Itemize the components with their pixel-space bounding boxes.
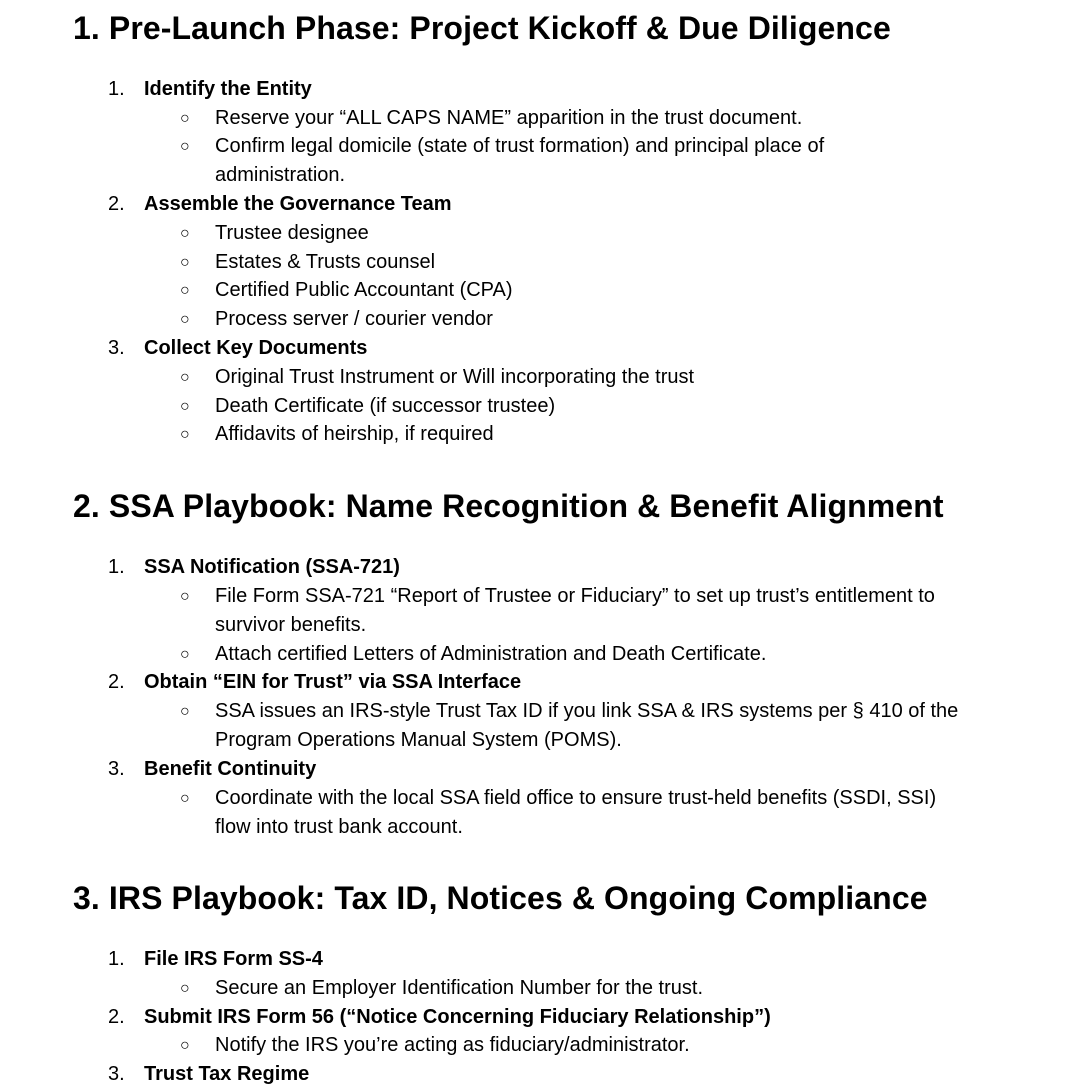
hollow-circle-bullet-icon: ○: [180, 369, 190, 386]
item-number: 3.: [108, 1063, 125, 1085]
section-title: 1. Pre-Launch Phase: Project Kickoff & Due Diligence: [73, 10, 891, 46]
sub-bullet: [180, 784, 970, 842]
bullet-text: Estates & Trusts counsel: [215, 251, 436, 273]
sub-bullet: [180, 305, 1010, 334]
list-item: [108, 668, 521, 697]
hollow-circle-bullet-icon: ○: [180, 588, 190, 605]
sub-bullet: [180, 132, 900, 190]
item-number: 3.: [108, 337, 125, 359]
bullet-text: Coordinate with the local SSA field office to ensure trust-held benefits (SSDI, SSI) flow into trust bank account.: [215, 787, 937, 838]
bullet-text: Death Certificate (if successor trustee): [215, 395, 556, 417]
hollow-circle-bullet-icon: ○: [180, 980, 190, 997]
bullet-text: File Form SSA-721 “Report of Trustee or Fiduciary” to set up trust’s entitlement to survivor benefits.: [215, 585, 935, 636]
item-label: Submit IRS Form 56 (“Notice Concerning Fiduciary Relationship”): [144, 1006, 771, 1028]
bullet-text: Attach certified Letters of Administration and Death Certificate.: [215, 643, 767, 665]
item-number: 1.: [108, 556, 125, 578]
hollow-circle-bullet-icon: ○: [180, 282, 190, 299]
bullet-text: Reserve your “ALL CAPS NAME” apparition in the trust document.: [215, 107, 803, 129]
hollow-circle-bullet-icon: ○: [180, 138, 190, 155]
item-label: Benefit Continuity: [144, 758, 317, 780]
sub-bullet: [180, 363, 1010, 392]
hollow-circle-bullet-icon: ○: [180, 426, 190, 443]
item-number: 2.: [108, 193, 125, 215]
list-item: [108, 553, 400, 582]
list-item: [108, 945, 323, 974]
bullet-text: Notify the IRS you’re acting as fiduciary/administrator.: [215, 1034, 690, 1056]
item-label: SSA Notification (SSA-721): [144, 556, 400, 578]
item-number: 1.: [108, 948, 125, 970]
section-title: 3. IRS Playbook: Tax ID, Notices & Ongoing Compliance: [73, 880, 928, 916]
sub-bullet: [180, 276, 1010, 305]
list-item: [108, 75, 312, 104]
bullet-text: Original Trust Instrument or Will incorporating the trust: [215, 366, 695, 388]
item-label: Trust Tax Regime: [144, 1063, 310, 1085]
hollow-circle-bullet-icon: ○: [180, 225, 190, 242]
list-item: [108, 1060, 309, 1089]
bullet-text: SSA issues an IRS-style Trust Tax ID if you link SSA & IRS systems per § 410 of the Program Operations Manual System (POMS).: [215, 700, 959, 751]
bullet-text: Process server / courier vendor: [215, 308, 493, 330]
bullet-text: Confirm legal domicile (state of trust formation) and principal place of administration.: [215, 135, 825, 186]
bullet-text: Certified Public Accountant (CPA): [215, 279, 513, 301]
item-number: 2.: [108, 671, 125, 693]
list-item: [108, 334, 367, 363]
section-title: 2. SSA Playbook: Name Recognition & Benefit Alignment: [73, 488, 944, 524]
sub-bullet: [180, 248, 1010, 277]
item-label: Assemble the Governance Team: [144, 193, 452, 215]
hollow-circle-bullet-icon: ○: [180, 790, 190, 807]
hollow-circle-bullet-icon: ○: [180, 311, 190, 328]
list-item: [108, 190, 452, 219]
sub-bullet: [180, 392, 1010, 421]
sub-bullet: [180, 104, 1010, 133]
hollow-circle-bullet-icon: ○: [180, 703, 190, 720]
bullet-text: Trustee designee: [215, 222, 369, 244]
item-label: Identify the Entity: [144, 78, 312, 100]
list-item: [108, 1003, 771, 1032]
sub-bullet: [180, 582, 1010, 640]
item-label: File IRS Form SS-4: [144, 948, 323, 970]
sub-bullet: [180, 697, 1010, 755]
bullet-text: Affidavits of heirship, if required: [215, 423, 494, 445]
hollow-circle-bullet-icon: ○: [180, 254, 190, 271]
item-label: Obtain “EIN for Trust” via SSA Interface: [144, 671, 522, 693]
hollow-circle-bullet-icon: ○: [180, 646, 190, 663]
hollow-circle-bullet-icon: ○: [180, 398, 190, 415]
item-number: 3.: [108, 758, 125, 780]
sub-bullet: [180, 640, 1010, 669]
item-number: 1.: [108, 78, 125, 100]
hollow-circle-bullet-icon: ○: [180, 1037, 190, 1054]
sub-bullet: [180, 420, 1010, 449]
hollow-circle-bullet-icon: ○: [180, 110, 190, 127]
sub-bullet: [180, 219, 1010, 248]
list-item: [108, 755, 316, 784]
item-label: Collect Key Documents: [144, 337, 368, 359]
bullet-text: Secure an Employer Identification Number for the trust.: [215, 977, 704, 999]
sub-bullet: [180, 1031, 1010, 1060]
sub-bullet: [180, 974, 1010, 1003]
item-number: 2.: [108, 1006, 125, 1028]
